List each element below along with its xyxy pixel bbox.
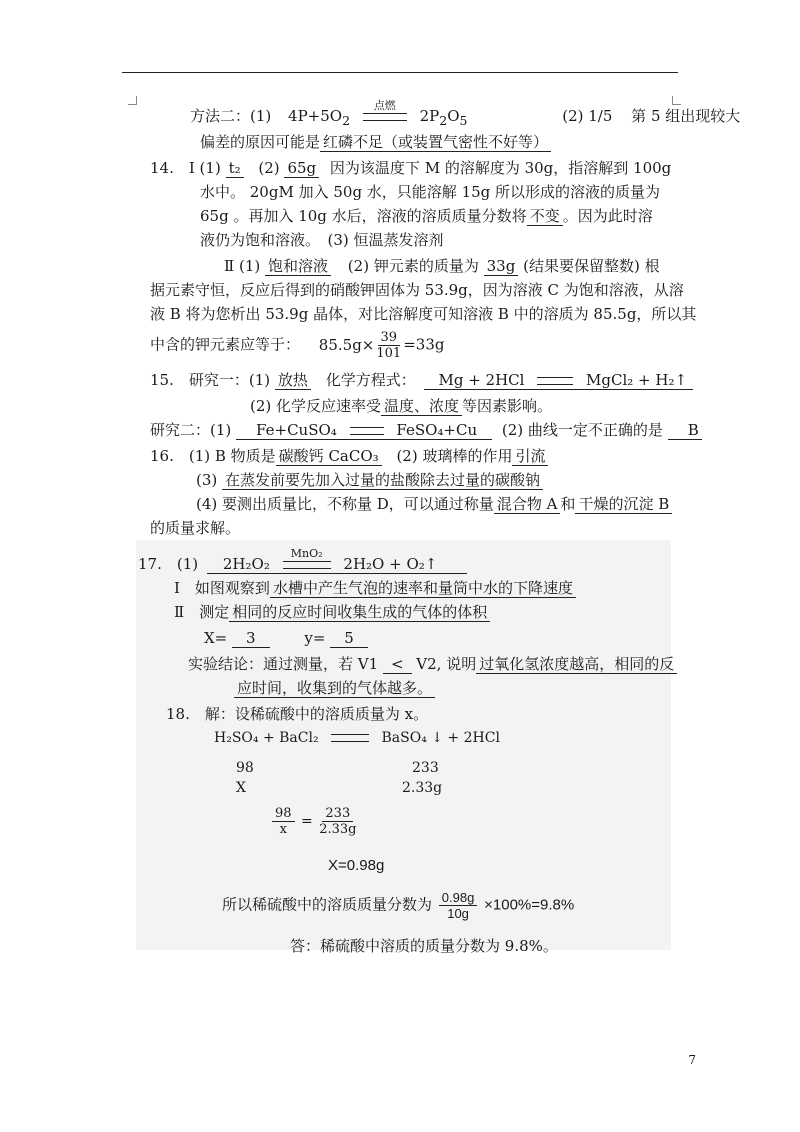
q17-line4 xyxy=(204,628,368,648)
reaction-sign xyxy=(283,547,331,569)
q18-ratio: $\frac{98}{x}$ = $\frac{233}{2.33g}$ xyxy=(270,806,358,837)
q17-line5 xyxy=(188,654,677,674)
text: 65g 。再加入 10g 水后，溶液的溶质质量分数将 xyxy=(200,207,527,225)
equation-left: 4P+5O xyxy=(288,107,343,125)
fraction xyxy=(272,806,295,837)
equation-right: FeSO₄+Cu xyxy=(396,421,478,439)
answer-blank: B xyxy=(668,421,702,440)
text: 17. (1) xyxy=(138,555,199,573)
text: (2) 1/5 xyxy=(562,107,613,125)
text: Ⅱ 测定 xyxy=(174,603,230,621)
reaction-condition: MnO₂ xyxy=(290,547,323,560)
equation-right: BaSO₄ ↓ + 2HCl xyxy=(381,730,500,746)
q18-result: X=0.98g xyxy=(328,857,385,874)
reaction-sign xyxy=(537,377,573,385)
text: V2, 说明 xyxy=(416,655,477,673)
molar-mass-1: 98 xyxy=(236,760,254,776)
text: 实验结论：通过测量，若 V1 xyxy=(188,655,379,673)
answer-blank: 温度、浓度 xyxy=(381,397,462,416)
text: 16. (1) B 物质是 xyxy=(150,447,276,465)
text: 85.5g× xyxy=(318,335,375,354)
text: Ⅰ 如图观察到 xyxy=(174,579,270,597)
text: 15. 研究一：(1) xyxy=(150,371,271,389)
text: =33g xyxy=(403,335,445,354)
q15-line2 xyxy=(250,396,552,416)
answer-blank: 干燥的沉淀 B xyxy=(575,495,672,514)
fraction xyxy=(376,330,401,361)
text: Ⅱ (1) xyxy=(224,257,261,275)
q18-answer: 答：稀硫酸中溶质的质量分数为 9.8%。 xyxy=(290,937,558,955)
text: X= xyxy=(204,629,228,647)
q16-line2 xyxy=(196,470,543,490)
text: (4) 要测出质量比，不称量 D，可以通过称量 xyxy=(196,495,494,513)
answer-blank: 3 xyxy=(232,629,270,648)
answer-blank: 饱和溶液 xyxy=(265,257,331,276)
q14-line7: 液 B 将为您析出 53.9g 晶体，对比溶解度可知溶液 B 中的溶质为 85.5g，所以其 xyxy=(150,305,697,323)
text: 和 xyxy=(560,495,576,513)
unknown-x: X xyxy=(236,780,246,796)
q14-line5 xyxy=(224,256,660,276)
q14-line4: 液仍为饱和溶液。 (3) 恒温蒸发溶剂 xyxy=(200,231,444,249)
text: (2) 玻璃棒的作用 xyxy=(396,447,513,465)
denominator: 10g xyxy=(447,906,469,921)
q18-percent xyxy=(222,890,574,930)
reaction-sign xyxy=(363,99,407,121)
answer-blank: 不变 xyxy=(527,207,563,226)
answer-blank: 65g xyxy=(284,159,319,178)
numerator: 0.98g xyxy=(439,890,478,906)
q17-line3 xyxy=(174,602,490,622)
q16-line4: 的质量求解。 xyxy=(150,519,241,537)
text: 中含的钾元素应等于： xyxy=(150,335,301,354)
method2-line2 xyxy=(200,132,551,152)
q18-line1: 18. 解：设稀硫酸中的溶质质量为 x。 xyxy=(166,705,429,723)
answer-blank: 红磷不足（或装置气密性不好等） xyxy=(320,133,551,152)
denominator: x xyxy=(279,822,287,837)
equation-left: Mg + 2HCl xyxy=(438,371,525,389)
reaction-condition: 点燃 xyxy=(373,99,396,112)
header-rule xyxy=(122,72,678,73)
numerator: 98 xyxy=(272,806,295,822)
q14-line6: 据元素守恒，反应后得到的硝酸钾固体为 53.9g，因为溶液 C 为饱和溶液，从溶 xyxy=(150,281,684,299)
answer-blank: 33g xyxy=(484,257,519,276)
equation-left: 2H₂O₂ xyxy=(222,555,270,573)
text: 化学方程式： xyxy=(325,371,416,389)
answer-blank: t₂ xyxy=(226,159,244,178)
q15-line1 xyxy=(150,370,693,390)
crop-mark xyxy=(672,96,681,105)
numerator: 233 xyxy=(322,806,353,822)
crop-mark xyxy=(128,96,137,105)
q17-line2 xyxy=(174,578,576,598)
text: (结果要保留整数) 根 xyxy=(523,257,660,275)
known-mass: 2.33g xyxy=(402,780,443,796)
equation-right: 2P xyxy=(419,107,440,125)
q14-line1 xyxy=(150,158,671,178)
text: ×100%=9.8% xyxy=(484,896,575,914)
text: 因为该温度下 M 的溶解度为 30g，指溶解到 100g xyxy=(329,159,672,177)
equation-right: 2H₂O + O₂↑ xyxy=(343,555,438,573)
text: (2) 钾元素的质量为 xyxy=(347,257,479,275)
q15-line3 xyxy=(150,420,702,440)
denominator: 2.33g xyxy=(319,822,357,837)
text: (3) xyxy=(196,471,218,489)
method2-line1: 方法二：(1) $4P+5O_2$ 点燃 $2P_2O_5$ (2) 1/5 第 5 组出现较大 xyxy=(190,106,740,131)
text: 。因为此时溶 xyxy=(562,207,653,225)
q16-line1 xyxy=(150,446,548,466)
q14-line8 xyxy=(150,330,444,361)
reaction-sign xyxy=(331,734,369,742)
equation-left: Fe+CuSO₄ xyxy=(256,421,337,439)
numerator: 39 xyxy=(378,330,401,346)
page-number: 7 xyxy=(688,1053,696,1067)
text: 等因素影响。 xyxy=(462,397,553,415)
answer-blank: 过氧化氢浓度越高，相同的反 xyxy=(476,655,677,674)
answer-blank: 引流 xyxy=(512,447,548,466)
denominator: 101 xyxy=(376,346,402,361)
answer-blank: 在蒸发前要先加入过量的盐酸除去过量的碳酸钠 xyxy=(222,471,543,490)
answer-blank: 水槽中产生气泡的速率和量筒中水的下降速度 xyxy=(270,579,576,598)
fraction xyxy=(439,890,478,921)
answer-blank: 5 xyxy=(330,629,368,648)
q18-equation xyxy=(214,730,500,746)
text: 方法二：(1) xyxy=(190,107,272,125)
q17-line6 xyxy=(234,678,435,698)
text: (2) 化学反应速率受 xyxy=(250,397,382,415)
text: (2) xyxy=(258,159,280,177)
molar-mass-2: 233 xyxy=(412,760,439,776)
q14-line3 xyxy=(200,206,653,226)
answer-blank: < xyxy=(383,655,412,674)
equation-left: H₂SO₄ + BaCl₂ xyxy=(214,730,319,746)
reaction-sign xyxy=(350,427,384,435)
q17-line1 xyxy=(138,547,467,574)
text: y= xyxy=(304,629,326,647)
fraction xyxy=(319,806,356,837)
equation-right: MgCl₂ + H₂↑ xyxy=(586,371,688,389)
text: (2) 曲线一定不正确的是 xyxy=(501,421,663,439)
text: 偏差的原因可能是 xyxy=(200,133,321,151)
q14-line2: 水中。 20gM 加入 50g 水，只能溶解 15g 所以形成的溶液的质量为 xyxy=(200,183,661,201)
answer-blank: 应时间，收集到的气体越多。 xyxy=(234,679,435,698)
text: 14. Ⅰ (1) xyxy=(150,159,221,177)
text: 研究二：(1) xyxy=(150,421,232,439)
answer-blank: 相同的反应时间收集生成的气体的体积 xyxy=(229,603,490,622)
answer-blank: 放热 xyxy=(275,371,311,390)
answer-blank: 混合物 A xyxy=(494,495,561,514)
text: 所以稀硫酸中的溶质质量分数为 xyxy=(222,895,433,914)
q16-line3 xyxy=(196,494,672,514)
text: 第 5 组出现较大 xyxy=(631,107,741,125)
answer-blank: 碳酸钙 CaCO₃ xyxy=(276,447,382,466)
